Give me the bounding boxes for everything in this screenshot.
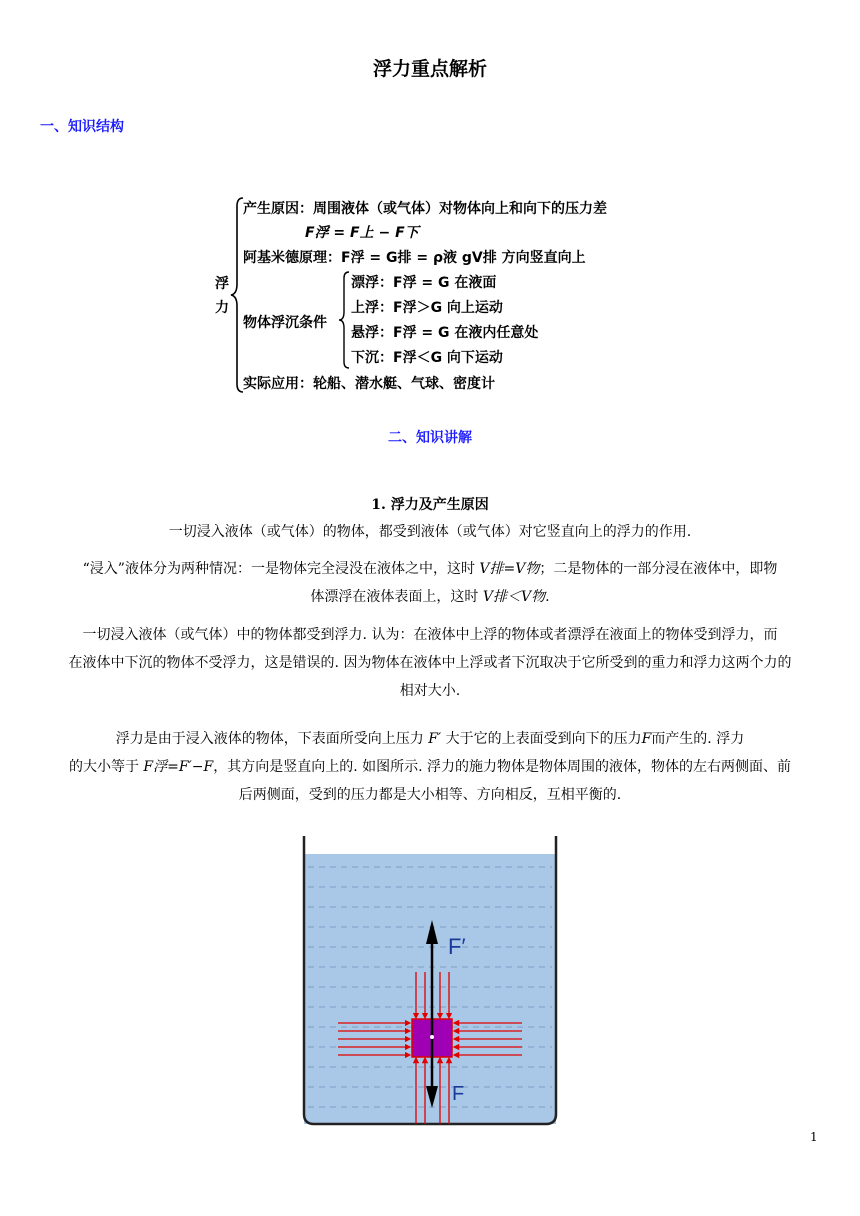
paragraph-2: “浸入”液体分为两种情况：一是物体完全浸没在液体之中，这时 V排=V物；二是物体的一部分浸在液体中，即物 体漂浮在液体表面上，这时 V排＜V物.: [82, 561, 778, 605]
cause-formula: F浮 = F上 − F下: [305, 225, 419, 241]
page-title: 浮力重点解析: [372, 58, 487, 80]
water: [304, 854, 556, 1124]
conditions-label: 物体浮沉条件: [243, 315, 327, 331]
knowledge-structure-diagram: [205, 190, 665, 395]
condition-sink: 下沉：F浮＜G 向下运动: [351, 350, 503, 366]
paragraph-3: 一切浸入液体（或气体）中的物体都受到浮力. 认为：在液体中上浮的物体或者漂浮在液面上的物体受到浮力，而 在液体中下沉的物体不受浮力，这是错误的. 因为物体在液体中上浮或者下沉取决于它所受到的重力和浮力这两个力的 相对大小.: [68, 627, 792, 699]
application-label: 实际应用：轮船、潜水艇、气球、密度计: [243, 376, 495, 392]
center-point: [430, 1035, 434, 1039]
conditions-brace: [337, 270, 351, 370]
main-brace: [229, 196, 245, 394]
section-heading-explanation: 二、知识讲解: [388, 430, 472, 446]
buoyancy-figure: [290, 832, 570, 1132]
condition-suspend: 悬浮：F浮 = G 在液内任意处: [351, 325, 539, 341]
cause-label: 产生原因：周围液体（或气体）对物体向上和向下的压力差: [243, 201, 607, 217]
condition-rise: 上浮：F浮＞G 向上运动: [351, 300, 503, 316]
paragraph-1: 一切浸入液体（或气体）的物体，都受到液体（或气体）对它竖直向上的浮力的作用.: [168, 524, 692, 540]
page-number: 1: [810, 1130, 818, 1144]
label-f-prime: F′: [448, 934, 466, 959]
condition-float: 漂浮：F浮 = G 在液面: [351, 275, 497, 291]
label-f: F: [452, 1083, 465, 1105]
root-label: 浮力: [215, 276, 229, 316]
archimedes-principle: 阿基米德原理：F浮 = G排 = ρ液 gV排 方向竖直向上: [243, 250, 586, 266]
paragraph-4: 浮力是由于浸入液体的物体，下表面所受向上压力 F′ 大于它的上表面受到向下的压力F而产生的. 浮力 的大小等于 F浮=F′−F，其方向是竖直向上的. 如图所示. 浮力的施力物体是物体周围的液体，物体的左右两侧面、前 后两侧面，受到的压力都是大小相等、方向相反，互相平衡的.: [68, 731, 792, 803]
subsection-heading-buoyancy: 1. 浮力及产生原因: [371, 497, 489, 513]
section-heading-structure: 一、知识结构: [40, 119, 124, 135]
